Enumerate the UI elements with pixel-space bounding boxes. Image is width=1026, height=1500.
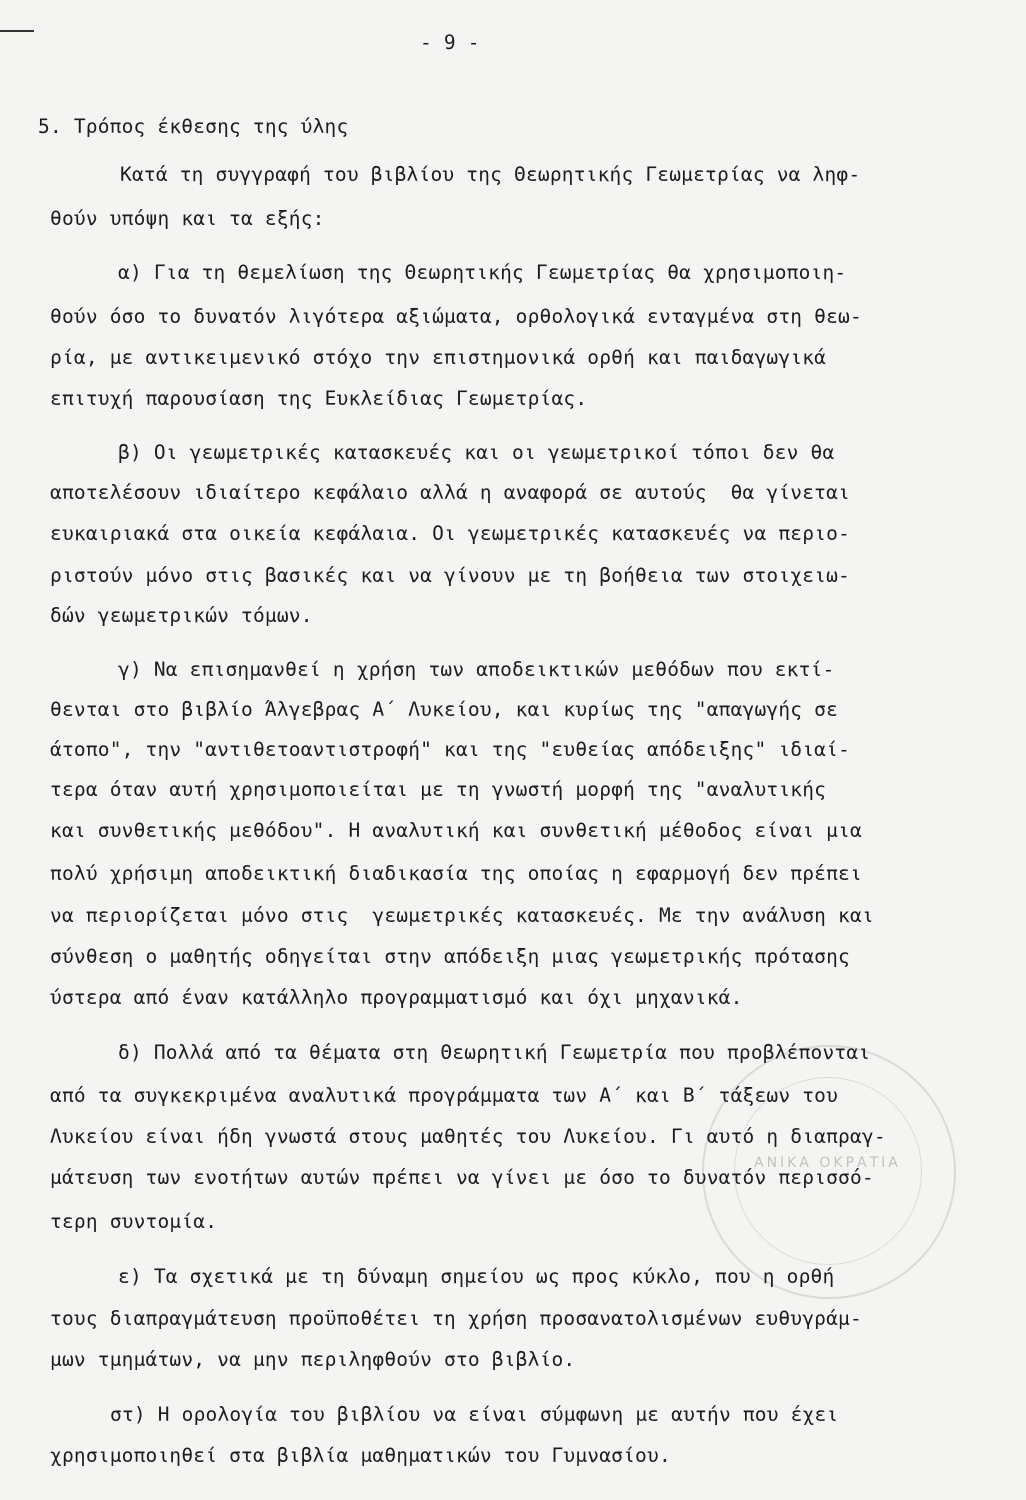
paragraph-line: να περιορίζεται μόνο στις γεωμετρικές κατασκευές. Με την ανάλυση και [50, 904, 874, 927]
paragraph-line: άτοπο", την "αντιθετοαντιστροφή" και της "ευθείας απόδειξης" ιδιαί- [50, 738, 850, 761]
paragraph-line: θενται στο βιβλίο Άλγεβρας Α΄ Λυκείου, και κυρίως της "απαγωγής σε [50, 698, 839, 721]
paragraph-line: α) Για τη θεμελίωση της Θεωρητικής Γεωμετρίας θα χρησιμοποιη- [118, 261, 847, 284]
paragraph-line: γ) Να επισημανθεί η χρήση των αποδεικτικών μεθόδων που εκτί- [118, 658, 835, 681]
paragraph-line: στ) Η ορολογία του βιβλίου να είναι σύμφωνη με αυτήν που έχει [110, 1403, 839, 1426]
paragraph-line: ε) Τα σχετικά με τη δύναμη σημείου ως προς κύκλο, που η ορθή [118, 1265, 835, 1288]
paragraph-line: μων τμημάτων, να μην περιληφθούν στο βιβλίο. [50, 1348, 576, 1371]
section-heading: 5. Τρόπος έκθεσης της ύλης [38, 115, 349, 138]
intro-line: Κατά τη συγγραφή του βιβλίου της Θεωρητικής Γεωμετρίας να ληφ- [120, 163, 861, 186]
paragraph-line: τερα όταν αυτή χρησιμοποιείται με τη γνωστή μορφή της "αναλυτικής [50, 778, 827, 801]
paragraph-line: ριστούν μόνο στις βασικές και να γίνουν με τη βοήθεια των στοιχειω- [50, 564, 850, 587]
paragraph-line: αποτελέσουν ιδιαίτερο κεφάλαιο αλλά η αναφορά σε αυτούς θα γίνεται [50, 481, 850, 504]
paragraph-line: δών γεωμετρικών τόμων. [50, 604, 313, 627]
paragraph-line: ευκαιριακά στα οικεία κεφάλαια. Οι γεωμετρικές κατασκευές να περιο- [50, 522, 850, 545]
paragraph-line: δ) Πολλά από τα θέματα στη Θεωρητική Γεωμετρία που προβλέπονται [118, 1041, 871, 1064]
paragraph-line: τερη συντομία. [50, 1210, 218, 1233]
paragraph-line: σύνθεση ο μαθητής οδηγείται στην απόδειξη μιας γεωμετρικής πρότασης [50, 945, 850, 968]
page-number: - 9 - [420, 31, 480, 54]
paragraph-line: Λυκείου είναι ήδη γνωστά στους μαθητές του Λυκείου. Γι αυτό η διαπραγ- [50, 1125, 886, 1148]
paragraph-line: ρία, με αντικειμενικό στόχο την επιστημονικά ορθή και παιδαγωγικά [50, 346, 827, 369]
paragraph-line: θούν όσο το δυνατόν λιγότερα αξιώματα, ορθολογικά ενταγμένα στη θεω- [50, 305, 862, 328]
paragraph-line: από τα συγκεκριμένα αναλυτικά προγράμματα των Α΄ και Β΄ τάξεων του [50, 1084, 839, 1107]
paragraph-line: επιτυχή παρουσίαση της Ευκλείδιας Γεωμετρίας. [50, 387, 588, 410]
paragraph-line: τους διαπραγμάτευση προϋποθέτει τη χρήση προσανατολισμένων ευθυγράμ- [50, 1307, 862, 1330]
stamp-text: ΑΝΙΚΑ ΟΚΡΑΤΙΑ [754, 1155, 901, 1171]
intro-line: θούν υπόψη και τα εξής: [50, 207, 325, 230]
paragraph-line: χρησιμοποιηθεί στα βιβλία μαθηματικών του Γυμνασίου. [50, 1444, 671, 1467]
paragraph-line: ύστερα από έναν κατάλληλο προγραμματισμό και όχι μηχανικά. [50, 986, 743, 1009]
paragraph-line: μάτευση των ενοτήτων αυτών πρέπει να γίνει με όσο το δυνατόν περισσό- [50, 1166, 874, 1189]
paragraph-line: και συνθετικής μεθόδου". Η αναλυτική και συνθετική μέθοδος είναι μια [50, 819, 862, 842]
margin-mark [0, 30, 34, 32]
paragraph-line: β) Οι γεωμετρικές κατασκευές και οι γεωμετρικοί τόποι δεν θα [118, 441, 835, 464]
paragraph-line: πολύ χρήσιμη αποδεικτική διαδικασία της οποίας η εφαρμογή δεν πρέπει [50, 862, 862, 885]
